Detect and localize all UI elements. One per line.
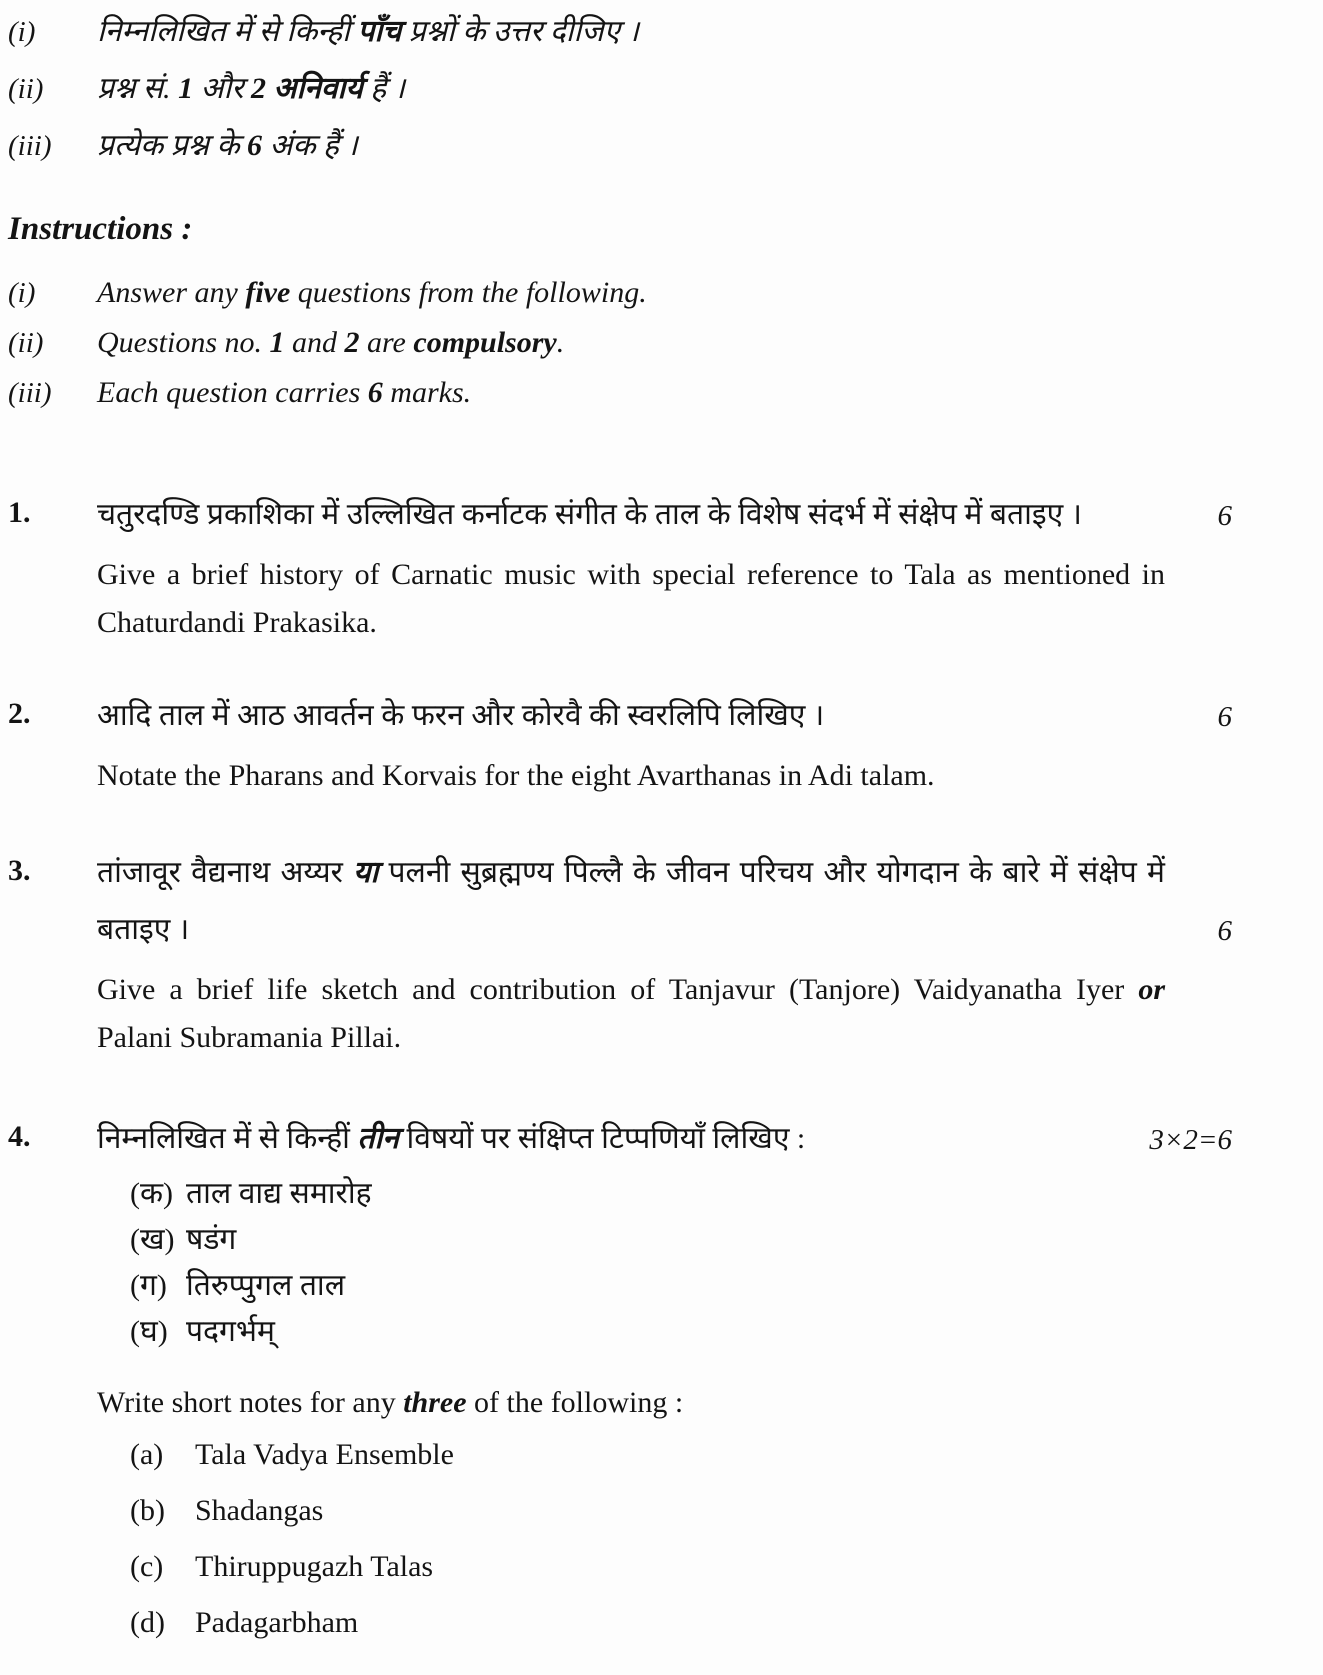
question-3 (8, 844, 1232, 1062)
instruction-marker: (i) (8, 16, 36, 48)
question-hindi-block (97, 687, 1232, 744)
list-item (97, 1171, 1165, 1217)
list-item-label: Tala Vadya Ensemble (195, 1438, 454, 1471)
instruction-marker: (i) (8, 277, 36, 309)
question-content (97, 1110, 1232, 1651)
question-number: 2. (8, 697, 31, 730)
instruction-marker: (iii) (8, 130, 52, 162)
list-item (97, 1483, 1165, 1539)
question-4 (8, 1110, 1232, 1651)
english-instruction-item-3 (8, 372, 1232, 414)
hindi-subitems-list (97, 1171, 1165, 1355)
english-instruction-item-2 (8, 322, 1232, 364)
question-text-english: Notate the Pharans and Korvais for the eight Avarthanas in Adi talam. (97, 759, 935, 792)
question-2 (8, 687, 1232, 800)
marks-value: 3×2=6 (1149, 1124, 1232, 1156)
question-text-english: Give a brief history of Carnatic music with special reference to Tala as mentioned in Chaturdandi Prakasika. (97, 558, 1165, 639)
hindi-instructions-section (8, 10, 1232, 168)
list-item-label: Shadangas (195, 1494, 324, 1527)
list-item-label: पदगर्भम् (186, 1315, 275, 1348)
instruction-marker: (ii) (8, 327, 44, 359)
question-1 (8, 486, 1232, 647)
instruction-marker: (ii) (8, 73, 44, 105)
instruction-text: निम्नलिखित में से किन्हीं पाँच प्रश्नों के उत्तर दीजिए । (97, 15, 640, 48)
list-item-label: ताल वाद्य समारोह (186, 1177, 372, 1210)
list-item-marker: (c) (130, 1550, 164, 1583)
instruction-text: Each question carries 6 marks. (97, 376, 472, 409)
question-number: 3. (8, 854, 31, 887)
list-item (97, 1309, 1165, 1355)
marks-value: 6 (1217, 701, 1232, 733)
question-text-hindi: निम्नलिखित में से किन्हीं तीन विषयों पर संक्षिप्त टिप्पणियाँ लिखिए : (97, 1122, 806, 1155)
marks-value: 6 (1217, 500, 1232, 532)
instruction-text: प्रश्न सं. 1 और 2 अनिवार्य हैं । (97, 72, 406, 105)
marks-value: 6 (1217, 915, 1232, 947)
list-item-label: Padagarbham (195, 1606, 359, 1639)
english-subitems-list (97, 1427, 1165, 1651)
question-text-hindi: तांजावूर वैद्यनाथ अय्यर या पलनी सुब्रह्मण्य पिल्लै के जीवन परिचय और योगदान के बारे में संक्षेप में बताइए । (97, 856, 1165, 946)
list-item-marker: (ख) (130, 1223, 175, 1256)
list-item (97, 1595, 1165, 1651)
question-number: 4. (8, 1120, 31, 1153)
hindi-instruction-item-2 (8, 67, 1232, 111)
question-number: 1. (8, 496, 31, 529)
list-item (97, 1263, 1165, 1309)
question-text-hindi: आदि ताल में आठ आवर्तन के फरन और कोरवै की स्वरलिपि लिखिए । (97, 699, 825, 732)
hindi-instruction-item-3 (8, 124, 1232, 168)
instruction-text: Questions no. 1 and 2 are compulsory. (97, 326, 565, 359)
question-hindi-block (97, 486, 1232, 543)
list-item-marker: (क) (130, 1177, 174, 1210)
list-item-marker: (b) (130, 1494, 165, 1527)
question-content (97, 687, 1232, 800)
instruction-marker: (iii) (8, 377, 52, 409)
list-item (97, 1217, 1165, 1263)
list-item-marker: (घ) (130, 1315, 168, 1348)
question-content (97, 486, 1232, 647)
english-instruction-item-1 (8, 272, 1232, 314)
instruction-text: Answer any five questions from the following. (97, 276, 647, 309)
list-item-marker: (ग) (130, 1269, 167, 1302)
question-text-english: Write short notes for any three of the following : (97, 1386, 684, 1419)
question-content (97, 844, 1232, 1062)
instructions-heading: Instructions : (8, 211, 193, 247)
hindi-instruction-item-1 (8, 10, 1232, 54)
question-text-hindi: चतुरदण्डि प्रकाशिका में उल्लिखित कर्नाटक संगीत के ताल के विशेष संदर्भ में संक्षेप में बताइए । (97, 498, 1083, 531)
question-hindi-block (97, 1110, 1232, 1167)
list-item-label: तिरुप्पुगल ताल (186, 1269, 346, 1302)
question-text-english: Give a brief life sketch and contribution of Tanjavur (Tanjore) Vaidyanatha Iyer or Palani Subramania Pillai. (97, 973, 1165, 1054)
list-item (97, 1427, 1165, 1483)
list-item (97, 1539, 1165, 1595)
list-item-label: षडंग (186, 1223, 237, 1256)
instruction-text: प्रत्येक प्रश्न के 6 अंक हैं । (97, 129, 358, 162)
list-item-marker: (a) (130, 1438, 164, 1471)
question-hindi-block (97, 844, 1232, 958)
list-item-marker: (d) (130, 1606, 165, 1639)
list-item-label: Thiruppugazh Talas (195, 1550, 434, 1583)
english-instructions-section (8, 272, 1232, 414)
